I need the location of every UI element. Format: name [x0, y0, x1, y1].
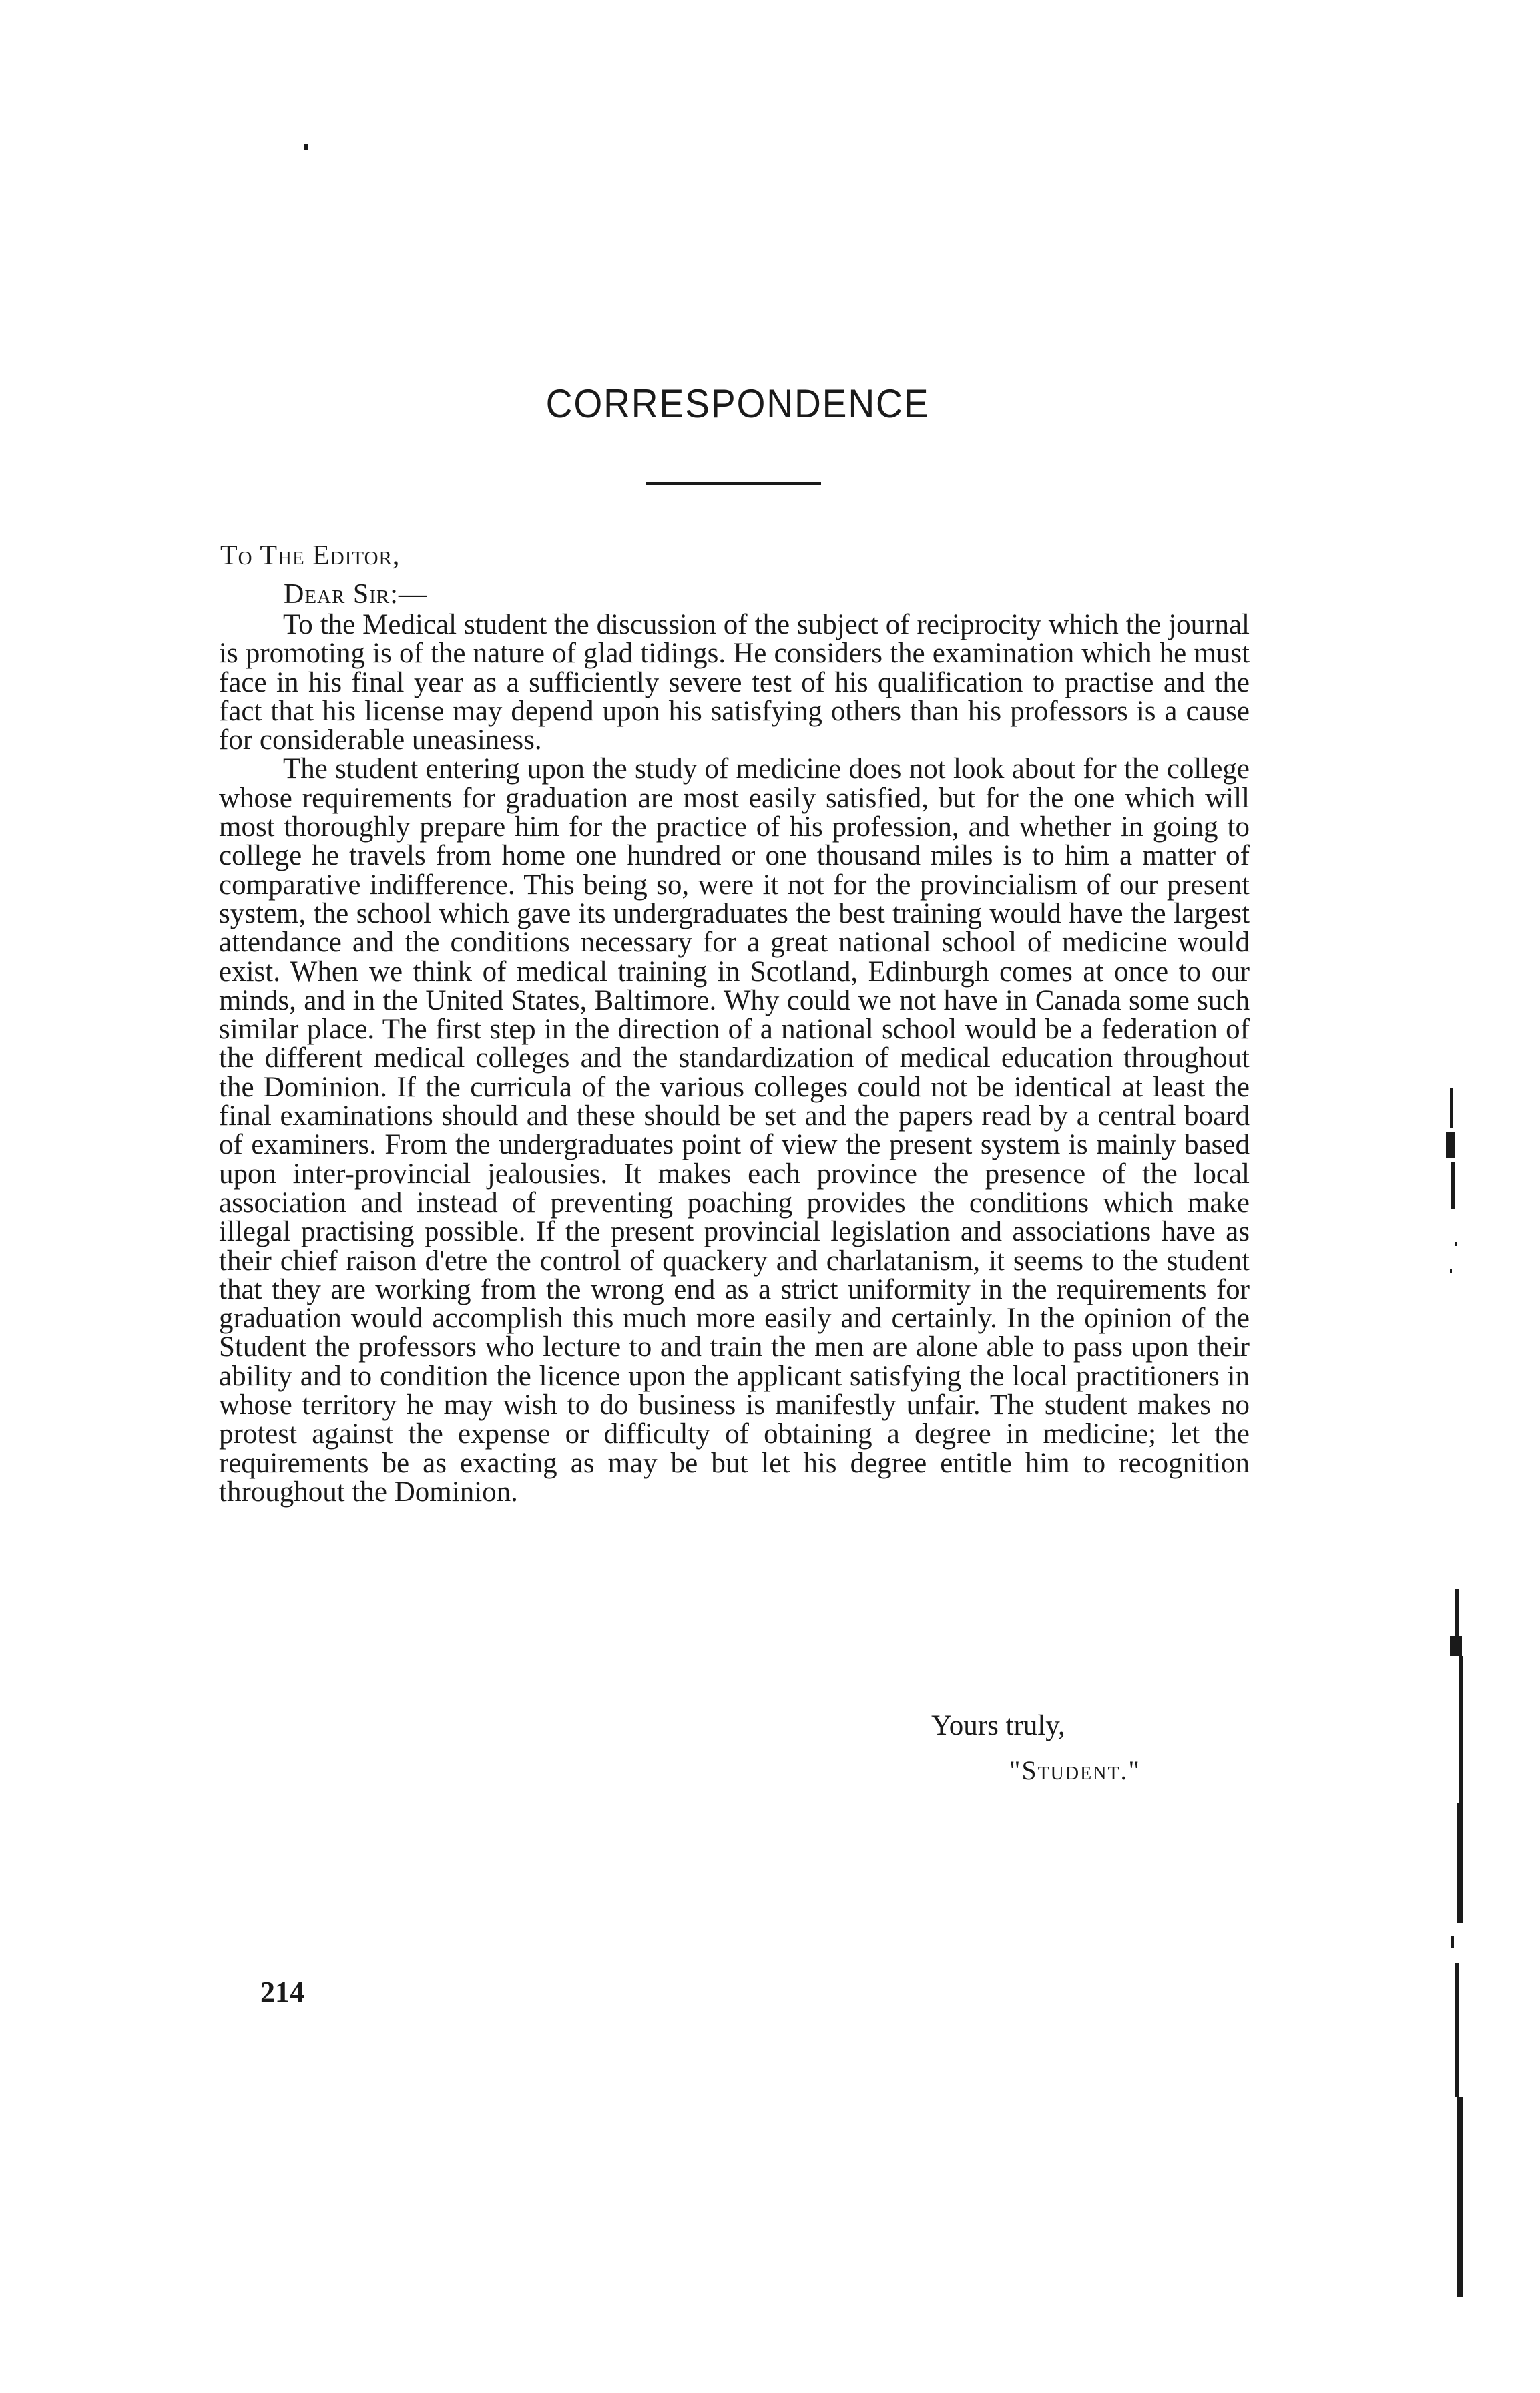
paragraph: To the Medical student the discussion of the subject of reciprocity which the journal is promoting is of the nature of glad tidings. He considers the examination which he must face in his final year as a sufficiently severe test of his qualification to practise and the fact that his license may depend upon his satisfying others than his professors is a cause for considerable uneasiness.: [219, 609, 1250, 756]
page-title: CORRESPONDENCE: [545, 381, 930, 426]
page-speck: [304, 144, 308, 150]
page-number: 214: [260, 1976, 304, 2008]
signature: "Student.": [1009, 1755, 1141, 1785]
title-rule: [646, 482, 821, 485]
greeting: Dear Sir:—: [284, 579, 427, 610]
letter-body: [219, 610, 1250, 1506]
scan-margin-marks: [1435, 1068, 1515, 2337]
paragraph: The student entering upon the study of medicine does not look about for the college whose requirements for graduation are most easily satisfied, but for the one which will most thoroughly prepare him for the practice of his profession, and whether in going to college he travels from home one hundred or one thousand miles is to him a matter of comparative indifference. This being so, were it not for the provincialism of our present system, the school which gave its undergraduates the best training would have the largest attendance and the conditions necessary for a great national school of medicine would exist. When we think of medical training in Scotland, Edinburgh comes at once to our minds, and in the United States, Baltimore. Why could we not have in Canada some such similar place. The first step in the direction of a national school would be a federation of the different medical colleges and the standardization of medical education throughout the Dominion. If the curricula of the various colleges could not be identical at least the final examinations should and these should be set and the papers read by a central board of examiners. From the undergraduates point of view the present system is mainly based upon inter-provincial jealousies. It makes each province the presence of the local association and instead of preventing poaching provides the conditions which make illegal practising possible. If the present provincial legislation and associations have as their chief raison d'etre the control of quackery and charlatanism, it seems to the student that they are working from the wrong end as a strict uniformity in the requirements for graduation would accomplish this much more easily and certainly. In the opinion of the Student the professors who lecture to and train the men are alone able to pass upon their ability and to condition the licence upon the applicant satisfying the local practitioners in whose territory he may wish to do business is manifestly unfair. The student makes no protest against the expense or difficulty of obtaining a degree in medicine; let the requirements be as exacting as may be but let his degree entitle him to recognition throughout the Dominion.: [219, 753, 1250, 1508]
salutation: To The Editor,: [220, 540, 401, 571]
closing: Yours truly,: [931, 1710, 1065, 1741]
